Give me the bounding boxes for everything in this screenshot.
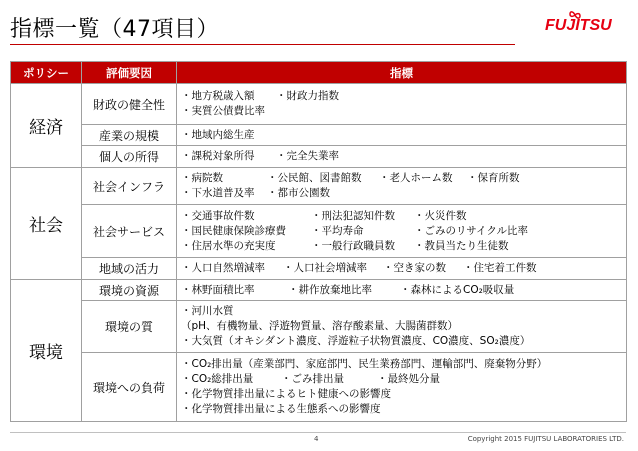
indicator-item: ・住居水準の充実度 bbox=[181, 239, 276, 252]
indicator-item: ・交通事故件数 bbox=[181, 209, 255, 222]
title-underline bbox=[10, 44, 515, 45]
indicator-item: ・河川水質 bbox=[181, 305, 234, 317]
header-indicator: 指標 bbox=[177, 62, 627, 84]
indicator-item: ・人口社会増減率 bbox=[283, 262, 367, 274]
indicator-cell bbox=[177, 168, 627, 205]
factor-cell: 社会インフラ bbox=[82, 168, 177, 205]
factor-cell: 社会サービス bbox=[82, 205, 177, 258]
indicator-cell bbox=[177, 301, 627, 353]
indicator-item: ・化学物質排出量によるヒト健康への影響度 bbox=[181, 388, 391, 400]
indicator-item: ・病院数 bbox=[181, 172, 223, 184]
indicator-item: ・老人ホーム数 bbox=[379, 172, 453, 184]
indicator-item: ・CO₂排出量（産業部門、家庭部門、民生業務部門、運輸部門、廃棄物分野） bbox=[181, 358, 548, 370]
indicator-item: ・財政力指数 bbox=[276, 90, 339, 102]
table-row bbox=[11, 146, 627, 168]
indicator-cell bbox=[177, 258, 627, 280]
indicator-cell bbox=[177, 280, 627, 301]
indicator-item: ・住宅着工件数 bbox=[463, 262, 537, 274]
factor-cell: 財政の健全性 bbox=[82, 84, 177, 125]
indicator-cell bbox=[177, 84, 627, 125]
indicator-item: ・完全失業率 bbox=[276, 150, 339, 162]
indicator-item: ・公民館、図書館数 bbox=[267, 172, 362, 184]
indicator-table bbox=[10, 61, 627, 422]
indicator-item: ・化学物質排出量による生態系への影響度 bbox=[181, 403, 381, 415]
policy-society: 社会 bbox=[11, 168, 82, 280]
indicator-item: ・ごみのリサイクル比率 bbox=[414, 224, 529, 237]
factor-cell: 環境の資源 bbox=[82, 280, 177, 301]
header-policy: ポリシー bbox=[11, 62, 82, 84]
factor-cell: 地域の活力 bbox=[82, 258, 177, 280]
page-number: 4 bbox=[314, 435, 319, 443]
table-row bbox=[11, 353, 627, 422]
policy-environment: 環境 bbox=[11, 280, 82, 422]
indicator-item: ・刑法犯認知件数 bbox=[311, 209, 395, 222]
logo-text: FUJITSU bbox=[545, 17, 612, 34]
indicator-item: ・地域内総生産 bbox=[181, 128, 255, 141]
copyright: Copyright 2015 FUJITSU LABORATORIES LTD. bbox=[467, 435, 624, 443]
factor-cell: 個人の所得 bbox=[82, 146, 177, 168]
factor-cell: 環境への負荷 bbox=[82, 353, 177, 422]
indicator-item: ・火災件数 bbox=[414, 209, 467, 222]
indicator-item: （pH、有機物量、浮遊物質量、溶存酸素量、大腸菌群数） bbox=[181, 320, 459, 332]
indicator-item: ・人口自然増減率 bbox=[181, 262, 265, 274]
indicator-cell bbox=[177, 353, 627, 422]
header-factor: 評価要因 bbox=[82, 62, 177, 84]
indicator-item: ・課税対象所得 bbox=[181, 150, 255, 162]
indicator-item: ・CO₂総排出量 bbox=[181, 373, 254, 385]
indicator-item: ・大気質（オキシダント濃度、浮遊粒子状物質濃度、CO濃度、SO₂濃度） bbox=[181, 335, 531, 347]
table-row bbox=[11, 258, 627, 280]
table-row bbox=[11, 84, 627, 125]
table-row bbox=[11, 125, 627, 146]
indicator-item: ・保育所数 bbox=[467, 172, 520, 184]
infinity-mark-icon bbox=[569, 10, 581, 20]
indicator-item: ・下水道普及率 bbox=[181, 187, 255, 199]
indicator-item: ・一般行政職員数 bbox=[311, 239, 395, 252]
fujitsu-logo bbox=[545, 14, 625, 40]
table-row bbox=[11, 205, 627, 258]
indicator-item: ・森林によるCO₂吸収量 bbox=[400, 283, 515, 296]
indicator-item: ・平均寿命 bbox=[311, 224, 364, 237]
table-row bbox=[11, 301, 627, 353]
indicator-item: ・地方税歳入額 bbox=[181, 90, 255, 102]
indicator-cell bbox=[177, 125, 627, 146]
footer-divider bbox=[10, 432, 626, 433]
table-row bbox=[11, 168, 627, 205]
table-header-row bbox=[11, 62, 627, 84]
indicator-item: ・教員当たり生徒数 bbox=[414, 239, 509, 252]
table-row bbox=[11, 280, 627, 301]
indicator-item: ・都市公園数 bbox=[267, 187, 330, 199]
policy-economy: 経済 bbox=[11, 84, 82, 168]
indicator-item: ・国民健康保険診療費 bbox=[181, 224, 286, 237]
indicator-item: ・ごみ排出量 bbox=[281, 373, 344, 385]
indicator-item: ・空き家の数 bbox=[383, 262, 446, 274]
indicator-item: ・最終処分量 bbox=[377, 373, 440, 385]
indicator-cell bbox=[177, 205, 627, 258]
factor-cell: 環境の質 bbox=[82, 301, 177, 353]
indicator-cell bbox=[177, 146, 627, 168]
indicator-item: ・実質公債費比率 bbox=[181, 105, 265, 117]
indicator-item: ・耕作放棄地比率 bbox=[288, 283, 372, 296]
page-title: 指標一覧（47項目） bbox=[10, 17, 219, 42]
factor-cell: 産業の規模 bbox=[82, 125, 177, 146]
indicator-item: ・林野面積比率 bbox=[181, 283, 255, 296]
